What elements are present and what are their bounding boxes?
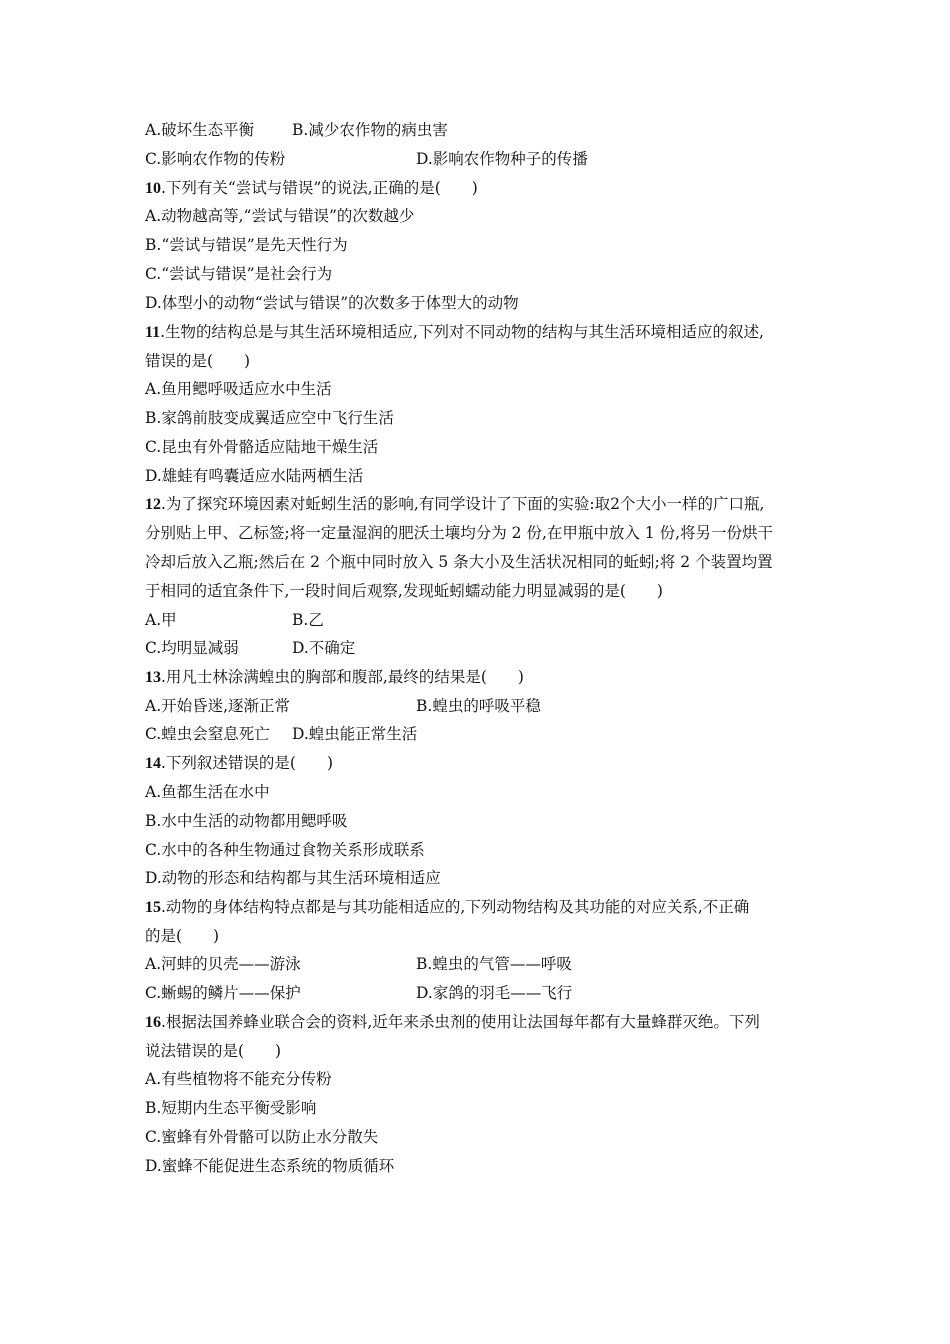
q16-option-b: B.短期内生态平衡受影响 <box>145 1099 317 1117</box>
q12-stem-line-4: 于相同的适宜条件下,一段时间后观察,发现蚯蚓蠕动能力明显减弱的是( ) <box>145 582 663 600</box>
q16-option-d: D.蜜蜂不能促进生态系统的物质循环 <box>145 1157 395 1175</box>
q11-stem-text-1: .生物的结构总是与其生活环境相适应,下列对不同动物的结构与其生活环境相适应的叙述, <box>160 323 764 341</box>
q15-option-d: D.家鸽的羽毛——飞行 <box>416 984 573 1002</box>
q14-number: 14 <box>145 755 161 772</box>
q12-stem-line-1 <box>145 491 764 517</box>
q12-options-row-2 <box>145 635 356 661</box>
q16-option-c: C.蜜蜂有外骨骼可以防止水分散失 <box>145 1128 379 1146</box>
q9-option-c: C.影响农作物的传粉 <box>145 150 286 168</box>
q16-stem-line-2: 说法错误的是( ) <box>145 1042 282 1060</box>
q14-option-b: B.水中生活的动物都用鳃呼吸 <box>145 812 348 830</box>
q14-option-a: A.鱼都生活在水中 <box>145 783 270 801</box>
q13-option-b: B.蝗虫的呼吸平稳 <box>416 697 541 715</box>
q15-number: 15 <box>145 899 161 916</box>
q14-option-d: D.动物的形态和结构都与其生活环境相适应 <box>145 869 441 887</box>
q11-option-a: A.鱼用鳃呼吸适应水中生活 <box>145 380 332 398</box>
q9-option-a: A.破坏生态平衡 <box>145 121 255 139</box>
q12-option-b: B.乙 <box>292 611 324 629</box>
q15-options-row-1 <box>145 951 572 977</box>
q15-stem-line-2: 的是( ) <box>145 927 220 945</box>
q16-option-a: A.有些植物将不能充分传粉 <box>145 1070 332 1088</box>
q12-option-d: D.不确定 <box>292 639 356 657</box>
q14-stem <box>145 750 333 776</box>
q15-option-c: C.蜥蜴的鳞片——保护 <box>145 984 301 1002</box>
q14-stem-text: .下列叙述错误的是( ) <box>161 754 334 772</box>
q13-stem <box>145 664 524 690</box>
q13-stem-text: .用凡士林涂满蝗虫的胸部和腹部,最终的结果是( ) <box>161 668 524 686</box>
q9-option-b: B.减少农作物的病虫害 <box>292 121 448 139</box>
q13-options-row-2 <box>145 721 418 747</box>
q12-stem-text-1: .为了探究环境因素对蚯蚓生活的影响,有同学设计了下面的实验:取2个大小一样的广口瓶, <box>161 495 765 513</box>
q15-stem-line-1 <box>145 894 749 920</box>
q10-option-a: A.动物越高等,“尝试与错误”的次数越少 <box>145 207 415 225</box>
q13-option-c: C.蝗虫会窒息死亡 <box>145 725 270 743</box>
q16-stem-text-1: .根据法国养蜂业联合会的资料,近年来杀虫剂的使用让法国每年都有大量蜂群灭绝。下列 <box>161 1013 760 1031</box>
q12-stem-line-3: 冷却后放入乙瓶;然后在 2 个瓶中同时放入 5 条大小及生活状况相同的蚯蚓;将 2 个装置均置 <box>145 553 773 571</box>
q11-stem-line-1 <box>145 319 764 345</box>
q14-option-c: C.水中的各种生物通过食物关系形成联系 <box>145 841 425 859</box>
q16-number: 16 <box>145 1014 161 1031</box>
q12-options-row-1 <box>145 607 324 633</box>
q11-option-d: D.雄蛙有鸣囊适应水陆两栖生活 <box>145 467 364 485</box>
q10-number: 10 <box>145 180 161 197</box>
q10-option-c: C.“尝试与错误”是社会行为 <box>145 265 333 283</box>
q15-stem-text-1: .动物的身体结构特点都是与其功能相适应的,下列动物结构及其功能的对应关系,不正确 <box>161 898 750 916</box>
q11-number: 11 <box>145 324 161 341</box>
q13-number: 13 <box>145 669 161 686</box>
q13-option-d: D.蝗虫能正常生活 <box>292 725 418 743</box>
q13-options-row-1 <box>145 693 541 719</box>
q15-option-a: A.河蚌的贝壳——游泳 <box>145 955 301 973</box>
q11-option-b: B.家鸽前肢变成翼适应空中飞行生活 <box>145 409 394 427</box>
q15-option-b: B.蝗虫的气管——呼吸 <box>416 955 572 973</box>
q16-stem-line-1 <box>145 1009 760 1035</box>
q10-stem-text: .下列有关“尝试与错误”的说法,正确的是( ) <box>161 179 478 197</box>
q11-option-c: C.昆虫有外骨骼适应陆地干燥生活 <box>145 438 379 456</box>
q10-stem <box>145 175 478 201</box>
q9-options-row-2 <box>145 146 588 172</box>
q13-option-a: A.开始昏迷,逐渐正常 <box>145 697 291 715</box>
q9-options-row-1 <box>145 117 448 143</box>
q15-options-row-2 <box>145 980 573 1006</box>
q12-number: 12 <box>145 496 161 513</box>
q11-stem-line-2: 错误的是( ) <box>145 352 251 370</box>
q12-option-a: A.甲 <box>145 611 177 629</box>
q10-option-b: B.“尝试与错误”是先天性行为 <box>145 236 348 254</box>
q9-option-d: D.影响农作物种子的传播 <box>416 150 588 168</box>
q12-option-c: C.均明显减弱 <box>145 639 239 657</box>
q10-option-d: D.体型小的动物“尝试与错误”的次数多于体型大的动物 <box>145 294 519 312</box>
q12-stem-line-2: 分别贴上甲、乙标签;将一定量湿润的肥沃土壤均分为 2 份,在甲瓶中放入 1 份,将另一份烘干 <box>145 524 774 542</box>
